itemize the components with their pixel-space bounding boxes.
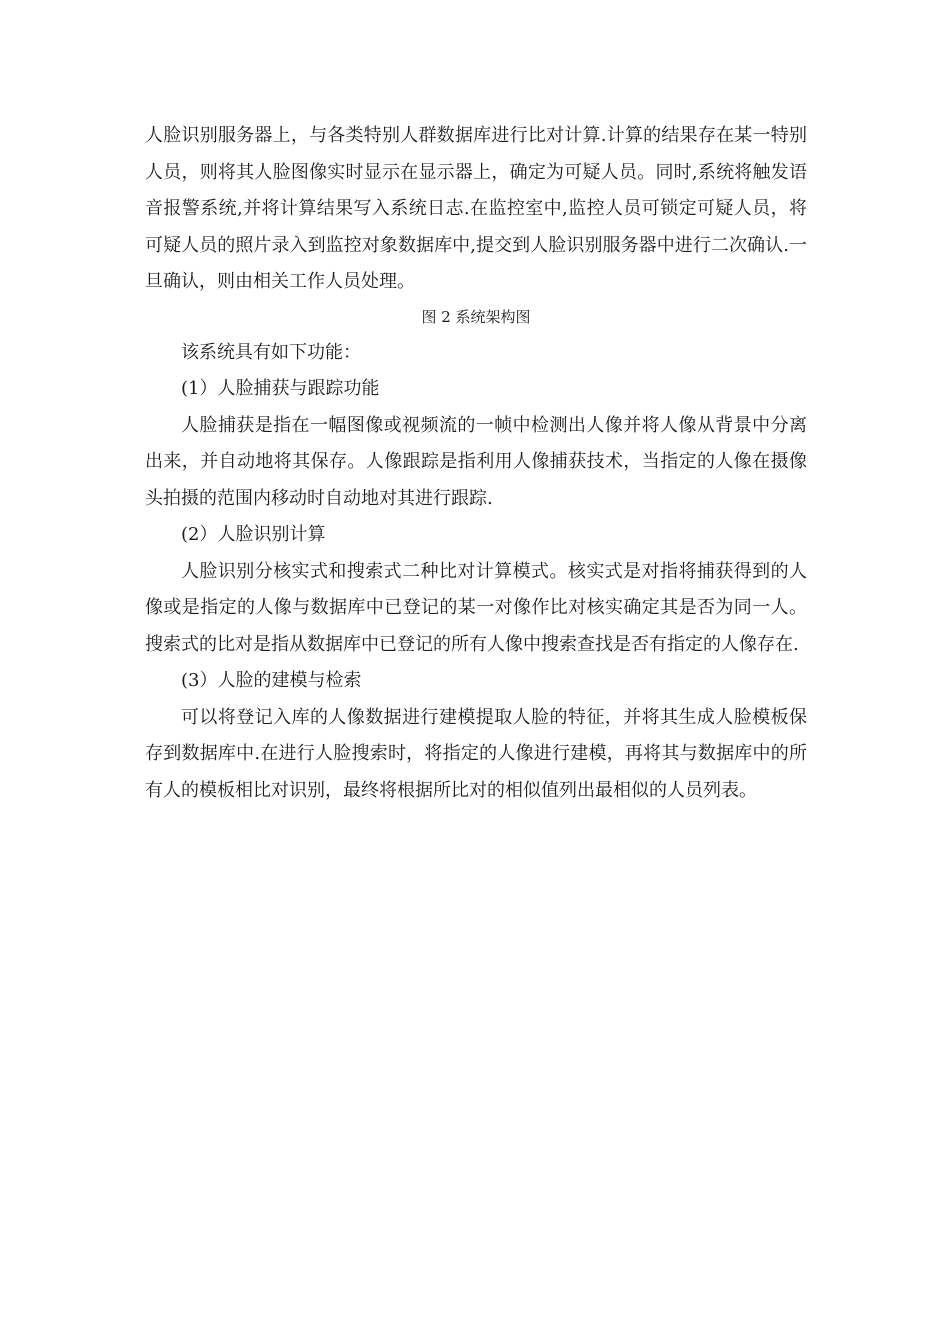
document-page: [145, 118, 807, 809]
section-heading-1: (1）人脸捕获与跟踪功能: [181, 378, 380, 399]
section-body-1: 人脸捕获是指在一幅图像或视频流的一帧中检测出人像并将人像从背景中分离出来，并自动地将其保存。人像跟踪是指利用人像捕获技术，当指定的人像在摄像头拍摄的范围内移动时自动地对其进行跟踪.: [145, 414, 807, 509]
section-body-2: 人脸识别分核实式和搜索式二种比对计算模式。核实式是对指将捕获得到的人像或是指定的人像与数据库中已登记的某一对像作比对核实确定其是否为同一人。搜索式的比对是指从数据库中已登记的所有人像中搜索查找是否有指定的人像存在.: [145, 560, 807, 655]
functions-intro: 该系统具有如下功能：: [181, 341, 361, 363]
figure-caption: 图 2 系统架构图: [421, 307, 531, 326]
intro-paragraph: 人脸识别服务器上，与各类特别人群数据库进行比对计算.计算的结果存在某一特别人员，则将其人脸图像实时显示在显示器上，确定为可疑人员。同时,系统将触发语音报警系统,并将计算结果写入系统日志.在监控室中,监控人员可锁定可疑人员，将可疑人员的照片录入到监控对象数据库中,提交到人脸识别服务器中进行二次确认.一旦确认，则由相关工作人员处理。: [145, 125, 807, 292]
section-heading-3: (3）人脸的建模与检索: [181, 670, 362, 691]
section-body-3: 可以将登记入库的人像数据进行建模提取人脸的特征，并将其生成人脸模板保存到数据库中.在进行人脸搜索时，将指定的人像进行建模，再将其与数据库中的所有人的模板相比对识别，最终将根据所比对的相似值列出最相似的人员列表。: [145, 706, 807, 801]
section-heading-2: (2）人脸识别计算: [181, 524, 326, 545]
